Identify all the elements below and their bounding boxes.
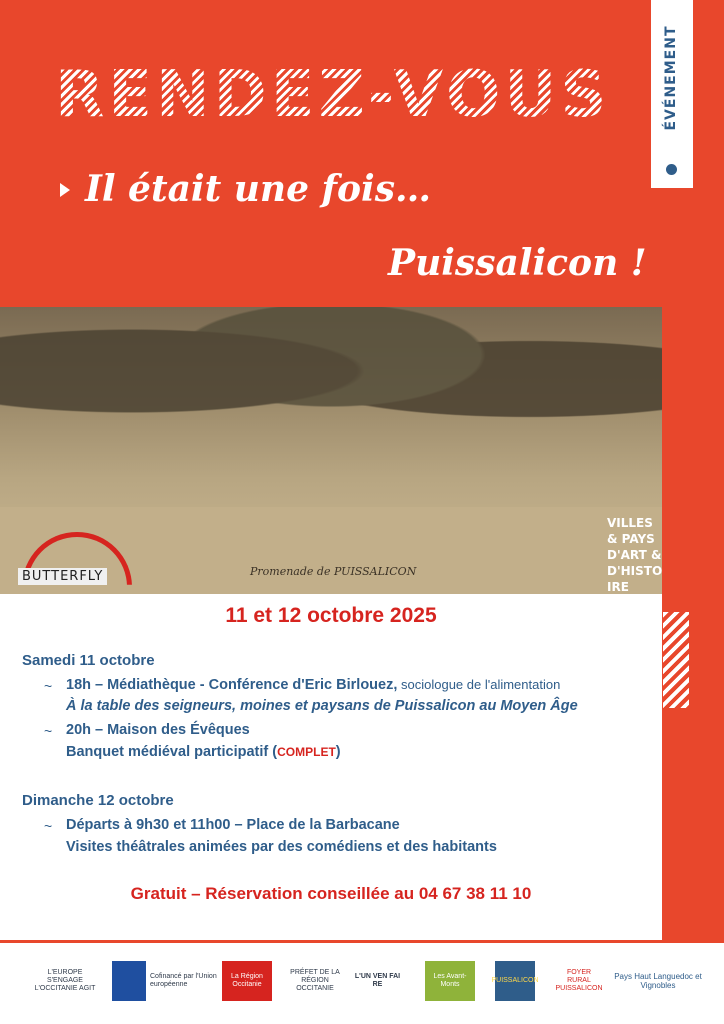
vpah-line: D'ART & (607, 548, 662, 562)
tab-dot-icon (666, 164, 677, 175)
avant-monts-logo: Les Avant-Monts (425, 961, 475, 1001)
unventafare-logo: L'UN VEN FAI RE (354, 973, 401, 988)
saturday-item1-small: sociologue de l'alimentation (397, 677, 561, 692)
complet-badge: COMPLET (277, 745, 336, 759)
saturday-item1-main: 18h – Médiathèque - Conférence d'Eric Birlouez, (66, 677, 398, 693)
reservation-line: Gratuit – Réservation conseillée au 04 67 38 11 10 (130, 884, 532, 903)
event-dates: 11 et 12 octobre 2025 (225, 604, 437, 627)
subtitle-line2: Puissalicon ! (388, 242, 647, 284)
vpah-line: D'HISTO (607, 564, 662, 578)
butterfly-label: BUTTERFLY (18, 568, 107, 585)
historic-photo (0, 307, 662, 594)
event-tab (651, 0, 693, 188)
page-title: RENDEZ-VOUS (55, 58, 611, 132)
sunday-heading: Dimanche 12 octobre (22, 792, 174, 809)
event-tab-label: ÉVÉNEMENT (663, 25, 679, 131)
sunday-item1-main: Départs à 9h30 et 11h00 – Place de la Barbacane (66, 817, 400, 833)
bullet-icon: ~ (44, 818, 53, 834)
pays-haut-logo: Pays Haut Languedoc et Vignobles (614, 972, 702, 990)
vpah-line: IRE (607, 580, 629, 594)
saturday-item1 (66, 677, 560, 693)
vpah-logo (607, 515, 662, 594)
saturday-item2-main: 20h – Maison des Évêques (66, 722, 250, 738)
eu-flag-icon (112, 961, 146, 1001)
eu-cofinance: Cofinancé par l'Union européenne (150, 973, 217, 988)
vpah-line: & PAYS (607, 532, 655, 546)
photo-caption: Promenade de PUISSALICON (250, 565, 417, 578)
partner-logos (0, 943, 724, 1024)
region-logo: La Région Occitanie (222, 961, 272, 1001)
foyer-rural-logo: FOYER RURAL PUISSALICON (555, 969, 603, 992)
saturday-heading: Samedi 11 octobre (22, 652, 155, 669)
saturday-item1-sub: À la table des seigneurs, moines et paysans de Puissalicon au Moyen Âge (66, 698, 578, 714)
photo-trees (0, 307, 662, 467)
saturday-item2-text: Banquet médiéval participatif ( (66, 744, 278, 760)
puissalicon-logo: PUISSALICON (495, 961, 535, 1001)
prefet-logo: PRÉFET DE LA RÉGION OCCITANIE (290, 969, 340, 992)
butterfly-logo (10, 532, 140, 587)
header-band (0, 0, 724, 310)
bullet-icon: ~ (44, 723, 53, 739)
arrow-icon (60, 183, 70, 197)
subtitle-line1: Il était une fois… (85, 168, 431, 210)
vpah-line: VILLES (607, 516, 653, 530)
saturday-item2-close: ) (335, 744, 341, 760)
saturday-item2-sub (66, 744, 341, 760)
stripes-decoration (663, 612, 689, 708)
sunday-item1-sub: Visites théâtrales animées par des comédiens et des habitants (66, 839, 497, 855)
bullet-icon: ~ (44, 678, 53, 694)
europe-logo: L'EUROPE S'ENGAGE L'OCCITANIE AGIT (34, 969, 96, 992)
